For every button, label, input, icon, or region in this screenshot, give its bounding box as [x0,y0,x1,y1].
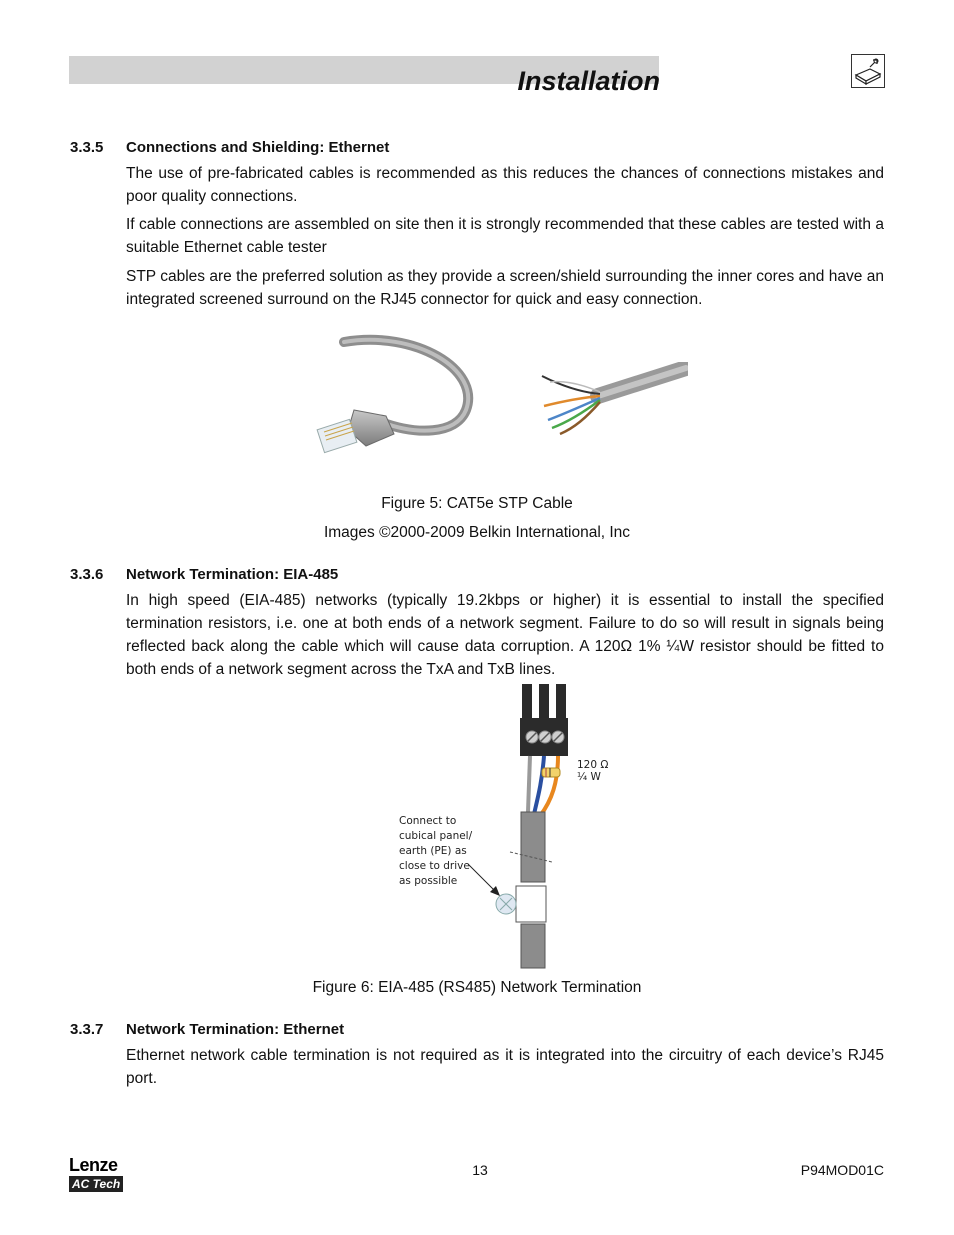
document-id: P94MOD01C [800,1162,884,1178]
paragraph: If cable connections are assembled on site then it is strongly recommended that these cables are tested with a suitable Ethernet cable tester [126,216,884,256]
paragraph: The use of pre-fabricated cables is recommended as this reduces the chances of connections mistakes and poor quality connections. [126,165,884,205]
note-line: as possible [399,875,458,887]
section-title: Network Termination: EIA-485 [126,566,339,583]
section-number: 3.3.7 [70,1021,104,1038]
page-title: Installation [517,66,660,96]
resistor-power: ¼ W [577,771,601,783]
note-line: cubical panel/ [399,830,473,842]
figure-caption: Figure 6: EIA-485 (RS485) Network Termination [312,979,642,996]
pointer-arrow [466,862,506,898]
paragraph: Ethernet network cable termination is not required as it is integrated into the circuitry of each device’s RJ45 port. [126,1047,884,1087]
stp-cable-image [538,362,688,444]
figure-credit: Images ©2000-2009 Belkin International, Inc [323,524,631,541]
logo-ac-tech: AC Tech [69,1176,123,1192]
installation-box-icon [851,54,885,88]
section-number: 3.3.5 [70,139,104,156]
earth-note [399,814,472,889]
page-number: 13 [472,1162,488,1178]
note-line: Connect to [399,815,457,827]
section-number: 3.3.6 [70,566,104,583]
lenze-logo [69,1155,131,1193]
figure-caption: Figure 5: CAT5e STP Cable [381,495,573,512]
section-title: Connections and Shielding: Ethernet [126,139,390,156]
paragraph: In high speed (EIA-485) networks (typically 19.2kbps or higher) it is essential to install the specified termination resistors, i.e. one at both ends of a network segment. Failure to do so will result in signals being reflected back along the cable which will cause data corruption. A 120Ω 1% ¼W resistor should be fitted to both ends of a network segment across the TxA and TxB lines. [126,592,884,678]
resistor-label [577,758,608,785]
section-title: Network Termination: Ethernet [126,1021,345,1038]
termination-diagram [490,682,630,972]
note-line: close to drive [399,860,470,872]
paragraph: STP cables are the preferred solution as they provide a screen/shield surrounding the inner cores and have an integrated screened surround on the RJ45 connector for quick and easy connection. [126,268,884,308]
rj45-cable-image [306,330,476,480]
note-line: earth (PE) as [399,845,467,857]
logo-lenze: Lenze [69,1155,118,1175]
resistor-value: 120 Ω [577,759,609,771]
